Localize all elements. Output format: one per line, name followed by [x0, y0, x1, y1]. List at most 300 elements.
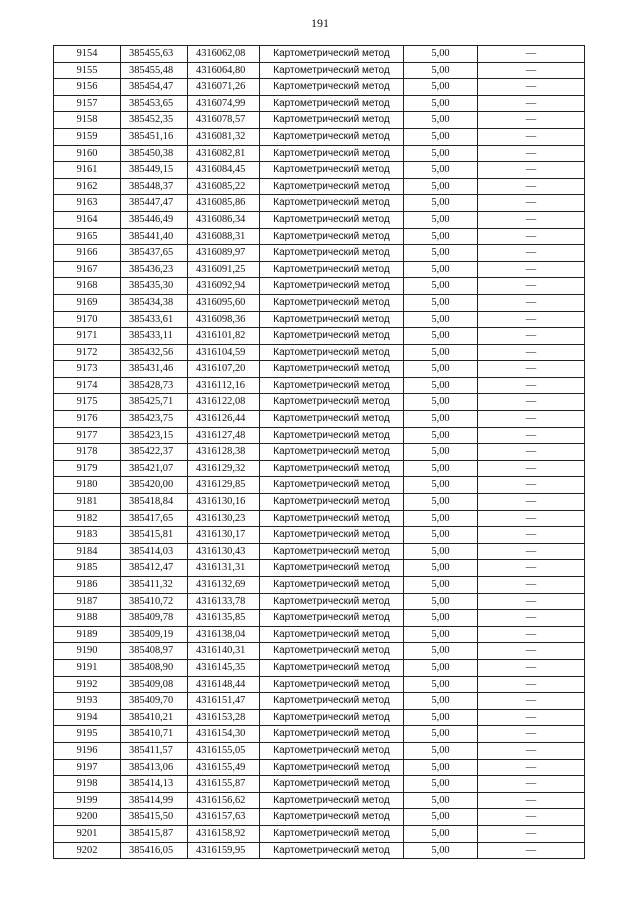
note-cell: — [478, 411, 585, 428]
point-number-cell: 9188 [54, 610, 121, 627]
x-coordinate-cell: 385414,03 [121, 543, 188, 560]
point-number-cell: 9200 [54, 809, 121, 826]
point-number-cell: 9156 [54, 79, 121, 96]
table-row [54, 643, 585, 660]
accuracy-cell: 5,00 [404, 776, 478, 793]
note-cell: — [478, 693, 585, 710]
accuracy-cell: 5,00 [404, 610, 478, 627]
note-cell: — [478, 842, 585, 859]
point-number-cell: 9202 [54, 842, 121, 859]
x-coordinate-cell: 385452,35 [121, 112, 188, 129]
x-coordinate-cell: 385423,75 [121, 411, 188, 428]
y-coordinate-cell: 4316071,26 [188, 79, 260, 96]
y-coordinate-cell: 4316078,57 [188, 112, 260, 129]
x-coordinate-cell: 385434,38 [121, 294, 188, 311]
table-row [54, 344, 585, 361]
point-number-cell: 9171 [54, 328, 121, 345]
method-cell: Картометрический метод [260, 245, 404, 262]
table-row [54, 245, 585, 262]
point-number-cell: 9180 [54, 477, 121, 494]
accuracy-cell: 5,00 [404, 676, 478, 693]
x-coordinate-cell: 385447,47 [121, 195, 188, 212]
table-row [54, 178, 585, 195]
method-cell: Картометрический метод [260, 145, 404, 162]
y-coordinate-cell: 4316095,60 [188, 294, 260, 311]
accuracy-cell: 5,00 [404, 643, 478, 660]
point-number-cell: 9158 [54, 112, 121, 129]
method-cell: Картометрический метод [260, 377, 404, 394]
table-row [54, 825, 585, 842]
point-number-cell: 9160 [54, 145, 121, 162]
x-coordinate-cell: 385411,32 [121, 577, 188, 594]
accuracy-cell: 5,00 [404, 211, 478, 228]
page-number: 191 [311, 16, 329, 30]
table-row [54, 278, 585, 295]
y-coordinate-cell: 4316159,95 [188, 842, 260, 859]
table-row [54, 112, 585, 129]
method-cell: Картометрический метод [260, 328, 404, 345]
point-number-cell: 9193 [54, 693, 121, 710]
note-cell: — [478, 427, 585, 444]
accuracy-cell: 5,00 [404, 328, 478, 345]
note-cell: — [478, 626, 585, 643]
method-cell: Картометрический метод [260, 560, 404, 577]
method-cell: Картометрический метод [260, 95, 404, 112]
accuracy-cell: 5,00 [404, 792, 478, 809]
accuracy-cell: 5,00 [404, 228, 478, 245]
y-coordinate-cell: 4316126,44 [188, 411, 260, 428]
table-row [54, 145, 585, 162]
x-coordinate-cell: 385431,46 [121, 361, 188, 378]
note-cell: — [478, 643, 585, 660]
x-coordinate-cell: 385450,38 [121, 145, 188, 162]
y-coordinate-cell: 4316088,31 [188, 228, 260, 245]
y-coordinate-cell: 4316131,31 [188, 560, 260, 577]
point-number-cell: 9155 [54, 62, 121, 79]
accuracy-cell: 5,00 [404, 560, 478, 577]
point-number-cell: 9174 [54, 377, 121, 394]
y-coordinate-cell: 4316122,08 [188, 394, 260, 411]
y-coordinate-cell: 4316092,94 [188, 278, 260, 295]
y-coordinate-cell: 4316081,32 [188, 128, 260, 145]
note-cell: — [478, 377, 585, 394]
table-row [54, 411, 585, 428]
note-cell: — [478, 394, 585, 411]
table-row [54, 792, 585, 809]
note-cell: — [478, 211, 585, 228]
point-number-cell: 9176 [54, 411, 121, 428]
x-coordinate-cell: 385453,65 [121, 95, 188, 112]
x-coordinate-cell: 385455,63 [121, 46, 188, 63]
accuracy-cell: 5,00 [404, 411, 478, 428]
x-coordinate-cell: 385409,78 [121, 610, 188, 627]
table-row [54, 809, 585, 826]
note-cell: — [478, 328, 585, 345]
x-coordinate-cell: 385435,30 [121, 278, 188, 295]
accuracy-cell: 5,00 [404, 95, 478, 112]
x-coordinate-cell: 385415,81 [121, 527, 188, 544]
note-cell: — [478, 510, 585, 527]
table-row [54, 79, 585, 96]
table-row [54, 394, 585, 411]
accuracy-cell: 5,00 [404, 128, 478, 145]
table-row [54, 842, 585, 859]
table-body [54, 46, 585, 859]
method-cell: Картометрический метод [260, 759, 404, 776]
note-cell: — [478, 726, 585, 743]
point-number-cell: 9192 [54, 676, 121, 693]
accuracy-cell: 5,00 [404, 178, 478, 195]
accuracy-cell: 5,00 [404, 543, 478, 560]
table-row [54, 228, 585, 245]
method-cell: Картометрический метод [260, 593, 404, 610]
x-coordinate-cell: 385410,72 [121, 593, 188, 610]
note-cell: — [478, 742, 585, 759]
table-row [54, 510, 585, 527]
table-row [54, 676, 585, 693]
point-number-cell: 9197 [54, 759, 121, 776]
table-row [54, 211, 585, 228]
y-coordinate-cell: 4316130,43 [188, 543, 260, 560]
y-coordinate-cell: 4316145,35 [188, 659, 260, 676]
accuracy-cell: 5,00 [404, 726, 478, 743]
x-coordinate-cell: 385449,15 [121, 162, 188, 179]
method-cell: Картометрический метод [260, 792, 404, 809]
note-cell: — [478, 792, 585, 809]
method-cell: Картометрический метод [260, 626, 404, 643]
point-number-cell: 9166 [54, 245, 121, 262]
x-coordinate-cell: 385422,37 [121, 444, 188, 461]
method-cell: Картометрический метод [260, 527, 404, 544]
y-coordinate-cell: 4316085,22 [188, 178, 260, 195]
y-coordinate-cell: 4316157,63 [188, 809, 260, 826]
table-row [54, 377, 585, 394]
accuracy-cell: 5,00 [404, 742, 478, 759]
y-coordinate-cell: 4316140,31 [188, 643, 260, 660]
table-row [54, 709, 585, 726]
x-coordinate-cell: 385417,65 [121, 510, 188, 527]
note-cell: — [478, 543, 585, 560]
note-cell: — [478, 477, 585, 494]
table-row [54, 294, 585, 311]
x-coordinate-cell: 385408,97 [121, 643, 188, 660]
note-cell: — [478, 62, 585, 79]
table-row [54, 776, 585, 793]
accuracy-cell: 5,00 [404, 626, 478, 643]
point-number-cell: 9154 [54, 46, 121, 63]
method-cell: Картометрический метод [260, 361, 404, 378]
note-cell: — [478, 676, 585, 693]
table-row [54, 610, 585, 627]
x-coordinate-cell: 385412,47 [121, 560, 188, 577]
table-row [54, 543, 585, 560]
point-number-cell: 9184 [54, 543, 121, 560]
table-row [54, 759, 585, 776]
accuracy-cell: 5,00 [404, 195, 478, 212]
y-coordinate-cell: 4316091,25 [188, 261, 260, 278]
y-coordinate-cell: 4316130,16 [188, 494, 260, 511]
method-cell: Картометрический метод [260, 726, 404, 743]
note-cell: — [478, 79, 585, 96]
y-coordinate-cell: 4316132,69 [188, 577, 260, 594]
method-cell: Картометрический метод [260, 709, 404, 726]
accuracy-cell: 5,00 [404, 494, 478, 511]
y-coordinate-cell: 4316098,36 [188, 311, 260, 328]
table-row [54, 261, 585, 278]
x-coordinate-cell: 385415,87 [121, 825, 188, 842]
table-row [54, 195, 585, 212]
note-cell: — [478, 825, 585, 842]
y-coordinate-cell: 4316129,85 [188, 477, 260, 494]
point-number-cell: 9162 [54, 178, 121, 195]
note-cell: — [478, 145, 585, 162]
y-coordinate-cell: 4316138,04 [188, 626, 260, 643]
accuracy-cell: 5,00 [404, 294, 478, 311]
x-coordinate-cell: 385408,90 [121, 659, 188, 676]
point-number-cell: 9168 [54, 278, 121, 295]
point-number-cell: 9186 [54, 577, 121, 594]
x-coordinate-cell: 385436,23 [121, 261, 188, 278]
method-cell: Картометрический метод [260, 809, 404, 826]
x-coordinate-cell: 385410,21 [121, 709, 188, 726]
accuracy-cell: 5,00 [404, 278, 478, 295]
point-number-cell: 9189 [54, 626, 121, 643]
x-coordinate-cell: 385409,70 [121, 693, 188, 710]
point-number-cell: 9169 [54, 294, 121, 311]
note-cell: — [478, 494, 585, 511]
table-row [54, 361, 585, 378]
method-cell: Картометрический метод [260, 261, 404, 278]
accuracy-cell: 5,00 [404, 427, 478, 444]
x-coordinate-cell: 385409,08 [121, 676, 188, 693]
x-coordinate-cell: 385420,00 [121, 477, 188, 494]
method-cell: Картометрический метод [260, 676, 404, 693]
point-number-cell: 9199 [54, 792, 121, 809]
x-coordinate-cell: 385410,71 [121, 726, 188, 743]
y-coordinate-cell: 4316148,44 [188, 676, 260, 693]
note-cell: — [478, 128, 585, 145]
accuracy-cell: 5,00 [404, 79, 478, 96]
point-number-cell: 9195 [54, 726, 121, 743]
y-coordinate-cell: 4316127,48 [188, 427, 260, 444]
accuracy-cell: 5,00 [404, 577, 478, 594]
y-coordinate-cell: 4316158,92 [188, 825, 260, 842]
accuracy-cell: 5,00 [404, 377, 478, 394]
point-number-cell: 9157 [54, 95, 121, 112]
note-cell: — [478, 228, 585, 245]
method-cell: Картометрический метод [260, 112, 404, 129]
point-number-cell: 9190 [54, 643, 121, 660]
y-coordinate-cell: 4316086,34 [188, 211, 260, 228]
accuracy-cell: 5,00 [404, 311, 478, 328]
point-number-cell: 9183 [54, 527, 121, 544]
x-coordinate-cell: 385409,19 [121, 626, 188, 643]
table-row [54, 62, 585, 79]
table-row [54, 95, 585, 112]
table-row [54, 162, 585, 179]
point-number-cell: 9201 [54, 825, 121, 842]
y-coordinate-cell: 4316062,08 [188, 46, 260, 63]
note-cell: — [478, 261, 585, 278]
note-cell: — [478, 659, 585, 676]
point-number-cell: 9181 [54, 494, 121, 511]
point-number-cell: 9178 [54, 444, 121, 461]
y-coordinate-cell: 4316084,45 [188, 162, 260, 179]
point-number-cell: 9196 [54, 742, 121, 759]
accuracy-cell: 5,00 [404, 46, 478, 63]
y-coordinate-cell: 4316155,05 [188, 742, 260, 759]
x-coordinate-cell: 385451,16 [121, 128, 188, 145]
table-row [54, 693, 585, 710]
point-number-cell: 9182 [54, 510, 121, 527]
point-number-cell: 9172 [54, 344, 121, 361]
accuracy-cell: 5,00 [404, 394, 478, 411]
note-cell: — [478, 344, 585, 361]
note-cell: — [478, 361, 585, 378]
point-number-cell: 9198 [54, 776, 121, 793]
point-number-cell: 9173 [54, 361, 121, 378]
method-cell: Картометрический метод [260, 776, 404, 793]
y-coordinate-cell: 4316155,49 [188, 759, 260, 776]
table-row [54, 444, 585, 461]
note-cell: — [478, 776, 585, 793]
method-cell: Картометрический метод [260, 228, 404, 245]
y-coordinate-cell: 4316101,82 [188, 328, 260, 345]
x-coordinate-cell: 385455,48 [121, 62, 188, 79]
table-row [54, 494, 585, 511]
x-coordinate-cell: 385411,57 [121, 742, 188, 759]
accuracy-cell: 5,00 [404, 527, 478, 544]
method-cell: Картометрический метод [260, 643, 404, 660]
x-coordinate-cell: 385421,07 [121, 460, 188, 477]
table-row [54, 626, 585, 643]
point-number-cell: 9175 [54, 394, 121, 411]
accuracy-cell: 5,00 [404, 361, 478, 378]
accuracy-cell: 5,00 [404, 112, 478, 129]
accuracy-cell: 5,00 [404, 261, 478, 278]
x-coordinate-cell: 385432,56 [121, 344, 188, 361]
x-coordinate-cell: 385428,73 [121, 377, 188, 394]
point-number-cell: 9163 [54, 195, 121, 212]
method-cell: Картометрический метод [260, 477, 404, 494]
method-cell: Картометрический метод [260, 825, 404, 842]
y-coordinate-cell: 4316107,20 [188, 361, 260, 378]
y-coordinate-cell: 4316129,32 [188, 460, 260, 477]
point-number-cell: 9177 [54, 427, 121, 444]
method-cell: Картометрический метод [260, 842, 404, 859]
y-coordinate-cell: 4316064,80 [188, 62, 260, 79]
note-cell: — [478, 577, 585, 594]
note-cell: — [478, 311, 585, 328]
y-coordinate-cell: 4316089,97 [188, 245, 260, 262]
note-cell: — [478, 593, 585, 610]
note-cell: — [478, 112, 585, 129]
method-cell: Картометрический метод [260, 162, 404, 179]
y-coordinate-cell: 4316128,38 [188, 444, 260, 461]
table-row [54, 477, 585, 494]
y-coordinate-cell: 4316135,85 [188, 610, 260, 627]
note-cell: — [478, 809, 585, 826]
accuracy-cell: 5,00 [404, 444, 478, 461]
accuracy-cell: 5,00 [404, 510, 478, 527]
table-row [54, 460, 585, 477]
method-cell: Картометрический метод [260, 46, 404, 63]
method-cell: Картометрический метод [260, 195, 404, 212]
x-coordinate-cell: 385448,37 [121, 178, 188, 195]
accuracy-cell: 5,00 [404, 709, 478, 726]
point-number-cell: 9164 [54, 211, 121, 228]
y-coordinate-cell: 4316156,62 [188, 792, 260, 809]
method-cell: Картометрический метод [260, 62, 404, 79]
point-number-cell: 9194 [54, 709, 121, 726]
y-coordinate-cell: 4316130,23 [188, 510, 260, 527]
point-number-cell: 9161 [54, 162, 121, 179]
x-coordinate-cell: 385414,99 [121, 792, 188, 809]
note-cell: — [478, 95, 585, 112]
x-coordinate-cell: 385418,84 [121, 494, 188, 511]
y-coordinate-cell: 4316074,99 [188, 95, 260, 112]
note-cell: — [478, 759, 585, 776]
method-cell: Картометрический метод [260, 344, 404, 361]
method-cell: Картометрический метод [260, 494, 404, 511]
table-row [54, 527, 585, 544]
coordinates-table [53, 45, 585, 859]
method-cell: Картометрический метод [260, 178, 404, 195]
method-cell: Картометрический метод [260, 460, 404, 477]
x-coordinate-cell: 385441,40 [121, 228, 188, 245]
method-cell: Картометрический метод [260, 427, 404, 444]
y-coordinate-cell: 4316154,30 [188, 726, 260, 743]
x-coordinate-cell: 385416,05 [121, 842, 188, 859]
accuracy-cell: 5,00 [404, 593, 478, 610]
accuracy-cell: 5,00 [404, 659, 478, 676]
method-cell: Картометрический метод [260, 79, 404, 96]
y-coordinate-cell: 4316104,59 [188, 344, 260, 361]
note-cell: — [478, 162, 585, 179]
table-row [54, 593, 585, 610]
note-cell: — [478, 527, 585, 544]
method-cell: Картометрический метод [260, 659, 404, 676]
accuracy-cell: 5,00 [404, 145, 478, 162]
note-cell: — [478, 178, 585, 195]
accuracy-cell: 5,00 [404, 477, 478, 494]
y-coordinate-cell: 4316155,87 [188, 776, 260, 793]
y-coordinate-cell: 4316153,28 [188, 709, 260, 726]
method-cell: Картометрический метод [260, 411, 404, 428]
method-cell: Картометрический метод [260, 294, 404, 311]
note-cell: — [478, 294, 585, 311]
method-cell: Картометрический метод [260, 577, 404, 594]
note-cell: — [478, 278, 585, 295]
point-number-cell: 9187 [54, 593, 121, 610]
x-coordinate-cell: 385454,47 [121, 79, 188, 96]
point-number-cell: 9167 [54, 261, 121, 278]
accuracy-cell: 5,00 [404, 344, 478, 361]
point-number-cell: 9191 [54, 659, 121, 676]
table-row [54, 328, 585, 345]
table-row [54, 560, 585, 577]
point-number-cell: 9170 [54, 311, 121, 328]
method-cell: Картометрический метод [260, 211, 404, 228]
accuracy-cell: 5,00 [404, 460, 478, 477]
x-coordinate-cell: 385433,61 [121, 311, 188, 328]
y-coordinate-cell: 4316082,81 [188, 145, 260, 162]
table-row [54, 427, 585, 444]
note-cell: — [478, 195, 585, 212]
note-cell: — [478, 245, 585, 262]
point-number-cell: 9165 [54, 228, 121, 245]
table-row [54, 726, 585, 743]
